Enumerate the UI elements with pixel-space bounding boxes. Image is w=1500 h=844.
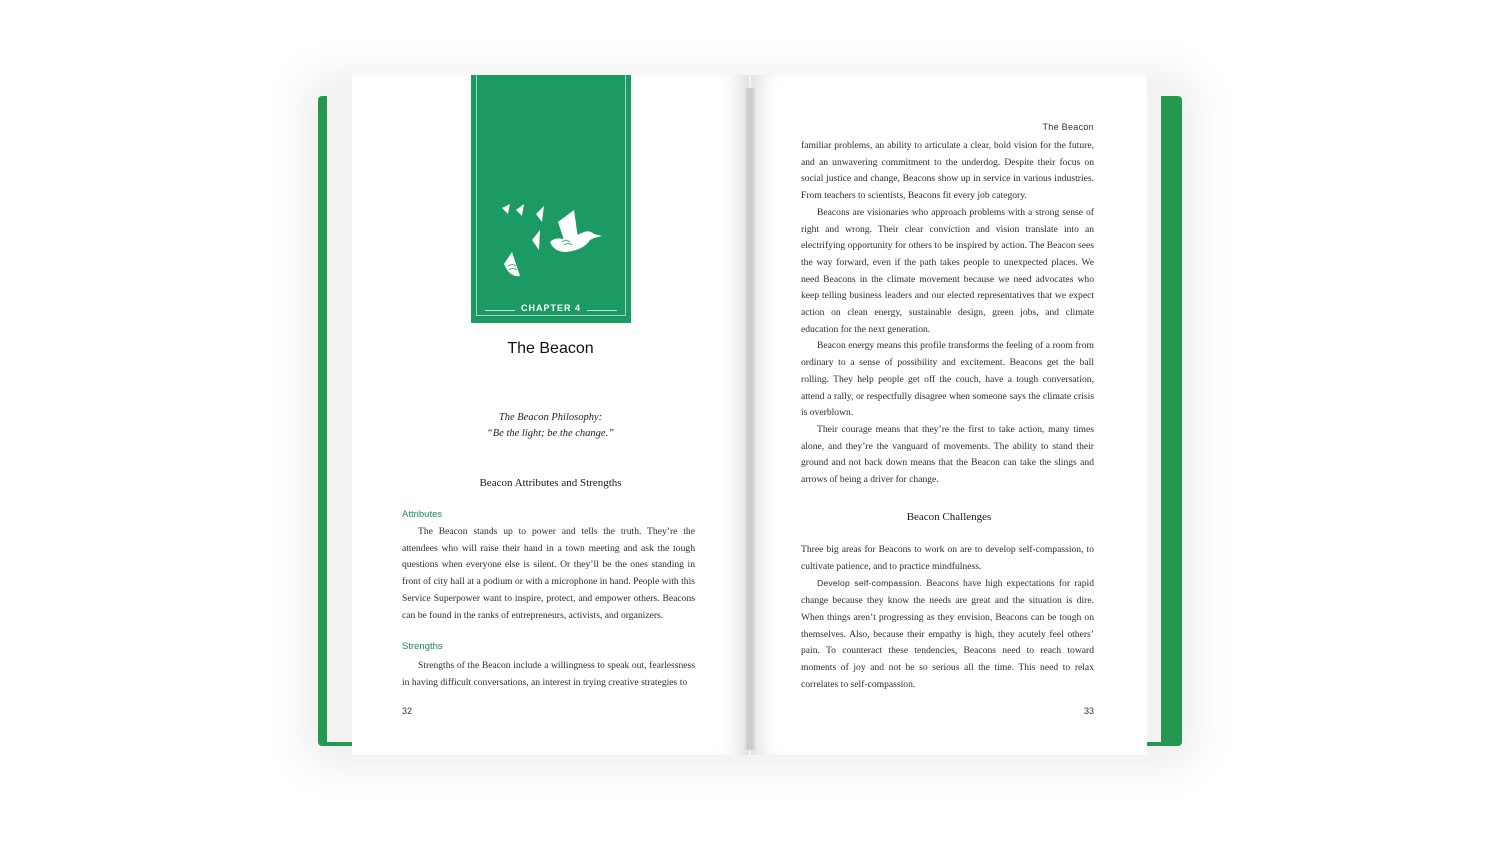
philosophy-label: The Beacon Philosophy: bbox=[498, 412, 603, 423]
self-compassion-lead: Develop self-compassion. bbox=[817, 578, 923, 589]
left-page bbox=[352, 75, 749, 755]
flying-geese-icon bbox=[494, 200, 614, 290]
challenges-text bbox=[801, 542, 1094, 693]
body-paragraph: Beacon energy means this profile transforms the feeling of a room from ordinary to a sense of possibility and excitement. Beacons get the ball rolling. They help people get off the couch, have a tough conversation, attend a rally, or respectfully disagree when someone says the climate crisis is overblown. bbox=[801, 340, 1094, 419]
challenges-heading: Beacon Challenges bbox=[906, 511, 992, 523]
body-paragraph: Beacons are visionaries who approach problems with a strong sense of right and wrong. Their clear conviction and vision translate into an electrifying opportunity for others to be inspired by action. The Beacon sees the way forward, even if the path takes people to unexpected places. We need Beacons in the climate movement because we need advocates who keep telling business leaders and our elected representatives that we expect action on clean energy, sustainable design, green jobs, and climate education for the next generation. bbox=[801, 206, 1094, 335]
chapter-title: The Beacon bbox=[507, 340, 594, 357]
strengths-text bbox=[402, 658, 695, 691]
attributes-heading: Attributes bbox=[402, 509, 443, 520]
attributes-text bbox=[402, 524, 695, 624]
chapter-panel bbox=[471, 75, 631, 323]
right-body-text bbox=[801, 138, 1094, 489]
attributes-paragraph: The Beacon stands up to power and tells the truth. They’re the attendees who will raise their hand in a town meeting and ask the tough questions when everyone else is silent. Or they’ll be the ones standing in front of city hall at a podium or with a microphone in hand. People with this Service Superpower want to inspire, protect, and empower others. Beacons can be found in the ranks of entrepreneurs, activists, and organizers. bbox=[402, 526, 695, 621]
challenges-intro: Three big areas for Beacons to work on are to develop self-compassion, to cultivate patience, and to practice mindfulness. bbox=[801, 544, 1094, 572]
philosophy-block bbox=[352, 410, 749, 442]
page-number-right: 33 bbox=[1083, 706, 1094, 716]
self-compassion-text: Beacons have high expectations for rapid change because they know the needs are great and the situation is dire. When things aren’t progressing as they envision, Beacons can be tough on themselves. Also, because their empathy is high, they acutely feel others’ pain. To counteract these tendencies, Beacons need to reach toward moments of joy and not be so serious all the time. This need to relax correlates to self-compassion. bbox=[801, 578, 1095, 690]
right-page bbox=[751, 75, 1147, 755]
page-number-left: 32 bbox=[402, 706, 413, 716]
section-heading: Beacon Attributes and Strengths bbox=[479, 477, 622, 489]
book-gutter bbox=[745, 88, 755, 750]
running-head: The Beacon bbox=[1042, 122, 1094, 132]
self-compassion-paragraph bbox=[801, 575, 1094, 693]
philosophy-quote: “Be the light; be the change.” bbox=[486, 428, 615, 439]
body-paragraph: Their courage means that they’re the first to take action, many times alone, and they’re the vanguard of movements. The ability to stand their ground and not back down means that the Beacon can take the slings and arrows of being a driver for change. bbox=[801, 423, 1094, 486]
strengths-heading: Strengths bbox=[402, 641, 443, 652]
body-paragraph: familiar problems, an ability to articulate a clear, bold vision for the future, and an unwavering commitment to the underdog. Despite their focus on social justice and change, Beacons show up in service in various industries. From teachers to scientists, Beacons fit every job category. bbox=[801, 140, 1094, 202]
strengths-paragraph: Strengths of the Beacon include a willingness to speak out, fearlessness in having difficult conversations, an interest in trying creative strategies to bbox=[402, 660, 695, 688]
chapter-label-rule-right bbox=[587, 310, 617, 311]
chapter-label: CHAPTER 4 bbox=[520, 303, 581, 313]
